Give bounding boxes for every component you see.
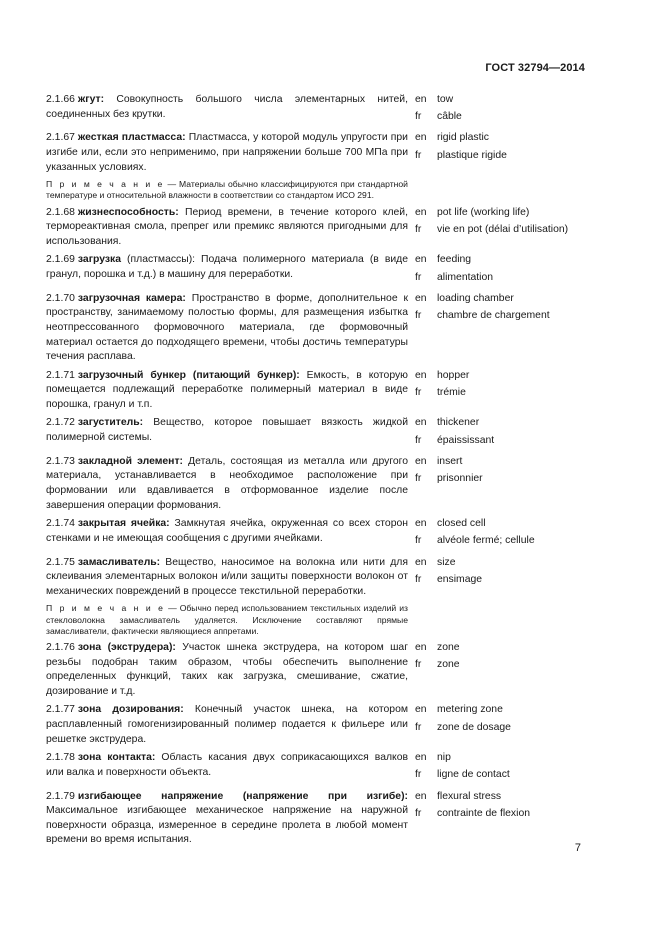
translation-fr	[415, 309, 591, 324]
lang-code-en: en	[415, 254, 427, 266]
term-definition	[46, 131, 408, 175]
french-term: épaississant	[437, 434, 495, 446]
translations	[415, 790, 591, 848]
translations	[415, 703, 591, 747]
lang-code-en: en	[415, 132, 427, 144]
lang-code-en: en	[415, 704, 427, 716]
definition-text: Пластмасса, у которой модуль упругости при изгибе или, если это неприменимо, при напряжении больше 700 МПа при указанных условиях.	[46, 132, 408, 173]
french-term: câble	[437, 111, 462, 123]
french-term: zone	[437, 659, 460, 671]
translation-fr	[415, 271, 591, 286]
lang-code-fr: fr	[415, 721, 422, 733]
lang-code-fr: fr	[415, 659, 422, 671]
term-definition	[46, 253, 408, 287]
translation-en	[415, 455, 591, 470]
term-number: 2.1.79	[46, 790, 75, 802]
translation-fr	[415, 434, 591, 449]
lang-code-fr: fr	[415, 807, 422, 819]
term-definition	[46, 93, 408, 127]
term-entry	[46, 93, 591, 127]
translation-fr	[415, 223, 591, 238]
english-term: rigid plastic	[437, 132, 489, 144]
term-definition	[46, 416, 408, 450]
term-name: замасливатель:	[77, 556, 161, 568]
definition-text: Замкнутая ячейка, окруженная со всех сторон стенками и не имеющая сообщения с другими ячейками.	[46, 518, 408, 544]
term-number: 2.1.76	[46, 641, 75, 653]
french-term: trémie	[437, 386, 466, 398]
definition-text: Период времени, в течение которого клей, термореактивная смола, препрег или премикс являются пригодными для использования.	[46, 206, 408, 247]
translation-en	[415, 703, 591, 718]
french-term: alimentation	[437, 271, 494, 283]
translations	[415, 641, 591, 699]
term-definition	[46, 455, 408, 513]
term-definition	[46, 703, 408, 747]
translation-en	[415, 556, 591, 571]
entry-note	[46, 179, 408, 201]
english-term: insert	[437, 455, 463, 467]
lang-code-en: en	[415, 417, 427, 429]
term-name: жесткая пластмасса:	[77, 132, 186, 144]
term-definition	[46, 556, 408, 600]
lang-code-fr: fr	[415, 386, 422, 398]
term-number: 2.1.74	[46, 518, 75, 530]
term-entry	[46, 556, 591, 600]
definition-text: Пространство в форме, дополнительное к пространству, занимаемому полостью формы, для размещения избытка неотпрессованного формовочного материала, где формовочный материал остается до подходящего времени, чтобы достичь температуры течения расплава.	[46, 292, 408, 363]
definition-text: Деталь, состоящая из металла или другого материала, устанавливается в необходимое расположение при формовании или вдавливается в отформованное изделие после завершения операции формования.	[46, 455, 409, 511]
translation-fr	[415, 534, 591, 549]
term-name: зона (экструдера):	[77, 641, 176, 653]
lang-code-fr: fr	[415, 111, 422, 123]
lang-code-en: en	[415, 752, 427, 764]
french-term: alvéole fermé; cellule	[437, 535, 535, 547]
term-number: 2.1.66	[46, 94, 75, 105]
translations	[415, 131, 591, 175]
french-term: plastique rigide	[437, 149, 507, 161]
term-number: 2.1.77	[46, 704, 75, 716]
definition-text: Область касания двух соприкасающихся валков или валка и поверхности объекта.	[46, 752, 409, 778]
document-header: ГОСТ 32794—2014	[485, 62, 585, 74]
page-number: 7	[574, 842, 581, 854]
french-term: ligne de contact	[437, 769, 510, 781]
term-name: зона дозирования:	[77, 704, 184, 716]
english-term: hopper	[437, 369, 470, 381]
term-entry	[46, 416, 591, 450]
translation-fr	[415, 386, 591, 401]
french-term: vie en pot (délai d’utilisation)	[437, 223, 569, 235]
definition-text: Вещество, наносимое на волокна или нити для склеивания элементарных волокон и/или защиты поверхности волокон от механических повреждений в процессе текстильной переработки.	[46, 556, 408, 597]
lang-code-en: en	[415, 455, 427, 467]
translations	[415, 369, 591, 413]
term-number: 2.1.68	[46, 206, 75, 218]
lang-code-fr: fr	[415, 535, 422, 547]
term-number: 2.1.70	[46, 292, 75, 304]
definition-text: Участок шнека экструдера, на котором шаг резьбы подобран таким образом, чтобы обеспечить выполнение определенных функций, таких как загрузка, смешивание, сжатие, дозирование и т.д.	[46, 641, 409, 697]
lang-code-en: en	[415, 518, 427, 530]
term-definition	[46, 751, 408, 785]
note-text: — Материалы обычно классифицируются при стандартной температуре и относительной влажности в соответствии со стандартом ИСО 291.	[46, 179, 408, 201]
term-number: 2.1.67	[46, 132, 75, 144]
english-term: loading chamber	[437, 292, 514, 304]
translation-en	[415, 641, 591, 656]
lang-code-en: en	[415, 369, 427, 381]
term-entry	[46, 641, 591, 699]
note-label: П р и м е ч а н и е	[46, 179, 165, 190]
term-definition	[46, 517, 408, 551]
translation-fr	[415, 768, 591, 783]
translation-fr	[415, 721, 591, 736]
term-name: закладной элемент:	[77, 455, 184, 467]
english-term: closed cell	[437, 518, 486, 530]
term-entry	[46, 131, 591, 175]
translations	[415, 556, 591, 600]
definition-text: Совокупность большого числа элементарных нитей, соединенных без крутки.	[46, 94, 408, 120]
translation-en	[415, 253, 591, 268]
term-number: 2.1.75	[46, 556, 75, 568]
translation-fr	[415, 149, 591, 164]
translations	[415, 253, 591, 287]
translation-en	[415, 131, 591, 146]
term-definition	[46, 292, 408, 365]
english-term: feeding	[437, 254, 472, 266]
definition-text: Конечный участок шнека, на котором расплавленный гомогенизированный полимер подается к фильере или решетке экструдера.	[46, 704, 408, 745]
term-entry	[46, 703, 591, 747]
definition-text: Вещество, которое повышает вязкость жидкой полимерной системы.	[46, 417, 408, 444]
translations	[415, 206, 591, 250]
lang-code-fr: fr	[415, 271, 422, 283]
french-term: zone de dosage	[437, 721, 511, 733]
term-name: жизнеспособность:	[77, 206, 179, 218]
term-name: загуститель:	[77, 417, 144, 429]
lang-code-fr: fr	[415, 573, 422, 585]
term-entry	[46, 455, 591, 513]
lang-code-fr: fr	[415, 434, 422, 446]
term-name: изгибающее напряжение (напряжение при изгибе):	[77, 790, 408, 802]
lang-code-en: en	[415, 292, 427, 304]
french-term: contrainte de flexion	[437, 807, 530, 819]
lang-code-fr: fr	[415, 223, 422, 235]
definition-text: (пластмассы): Подача полимерного материала (в виде гранул, порошка и т.д.) в машину для переработки.	[46, 254, 408, 280]
note-label: П р и м е ч а н и е	[46, 603, 166, 614]
translation-fr	[415, 807, 591, 822]
term-number: 2.1.69	[46, 254, 75, 266]
lang-code-en: en	[415, 790, 427, 802]
translation-fr	[415, 472, 591, 487]
term-number: 2.1.78	[46, 752, 75, 764]
french-term: prisonnier	[437, 473, 483, 485]
term-definition	[46, 206, 408, 250]
english-term: thickener	[437, 417, 480, 429]
term-entry	[46, 517, 591, 551]
term-number: 2.1.71	[46, 369, 75, 381]
term-name: жгут:	[77, 94, 105, 105]
translation-en	[415, 416, 591, 431]
translations	[415, 416, 591, 450]
french-term: ensimage	[437, 573, 483, 585]
term-entry	[46, 206, 591, 250]
lang-code-fr: fr	[415, 149, 422, 161]
translations	[415, 517, 591, 551]
term-entry	[46, 751, 591, 785]
lang-code-fr: fr	[415, 769, 422, 781]
term-name: загрузка	[77, 254, 122, 266]
english-term: metering zone	[437, 704, 503, 716]
english-term: tow	[437, 94, 454, 105]
term-name: зона контакта:	[77, 752, 156, 764]
english-term: nip	[437, 752, 451, 764]
entry-note	[46, 603, 408, 637]
lang-code-en: en	[415, 641, 427, 653]
translations	[415, 93, 591, 127]
french-term: chambre de chargement	[437, 309, 550, 321]
lang-code-en: en	[415, 94, 427, 105]
term-definition	[46, 369, 408, 413]
lang-code-fr: fr	[415, 309, 422, 321]
translation-en	[415, 292, 591, 307]
definition-text: Максимальное изгибающее механическое напряжение на наружной поверхности образца, измеренное в середине пролета в любой момент времени во время испытания.	[46, 805, 408, 846]
term-name: загрузочная камера:	[77, 292, 186, 304]
english-term: flexural stress	[437, 790, 502, 802]
term-definition	[46, 790, 408, 848]
lang-code-en: en	[415, 206, 427, 218]
translation-en	[415, 93, 591, 108]
note-text: — Обычно перед использованием текстильных изделий из стекловолокна замасливатель удаляется. Исключение составляют прямые замасливатели, фактически являющиеся аппретами.	[46, 603, 408, 636]
term-entry	[46, 292, 591, 365]
term-number: 2.1.72	[46, 417, 75, 429]
definition-text: Емкость, в которую помещается подлежащий переработке полимерный материал в виде порошка, гранул и т.п.	[46, 369, 408, 410]
lang-code-fr: fr	[415, 473, 422, 485]
translations	[415, 455, 591, 513]
translation-fr	[415, 658, 591, 673]
translation-en	[415, 206, 591, 221]
term-entry	[46, 253, 591, 287]
term-number: 2.1.73	[46, 455, 75, 467]
translations	[415, 751, 591, 785]
term-definition	[46, 641, 408, 699]
term-name: загрузочный бункер (питающий бункер):	[77, 369, 300, 381]
translation-en	[415, 790, 591, 805]
term-name: закрытая ячейка:	[77, 518, 170, 530]
translation-fr	[415, 110, 591, 125]
english-term: size	[437, 556, 456, 568]
translations	[415, 292, 591, 365]
term-entry	[46, 369, 591, 413]
term-list	[46, 93, 591, 852]
english-term: zone	[437, 641, 460, 653]
lang-code-en: en	[415, 556, 427, 568]
translation-en	[415, 751, 591, 766]
translation-en	[415, 369, 591, 384]
term-entry	[46, 790, 591, 848]
english-term: pot life (working life)	[437, 206, 530, 218]
translation-en	[415, 517, 591, 532]
translation-fr	[415, 573, 591, 588]
